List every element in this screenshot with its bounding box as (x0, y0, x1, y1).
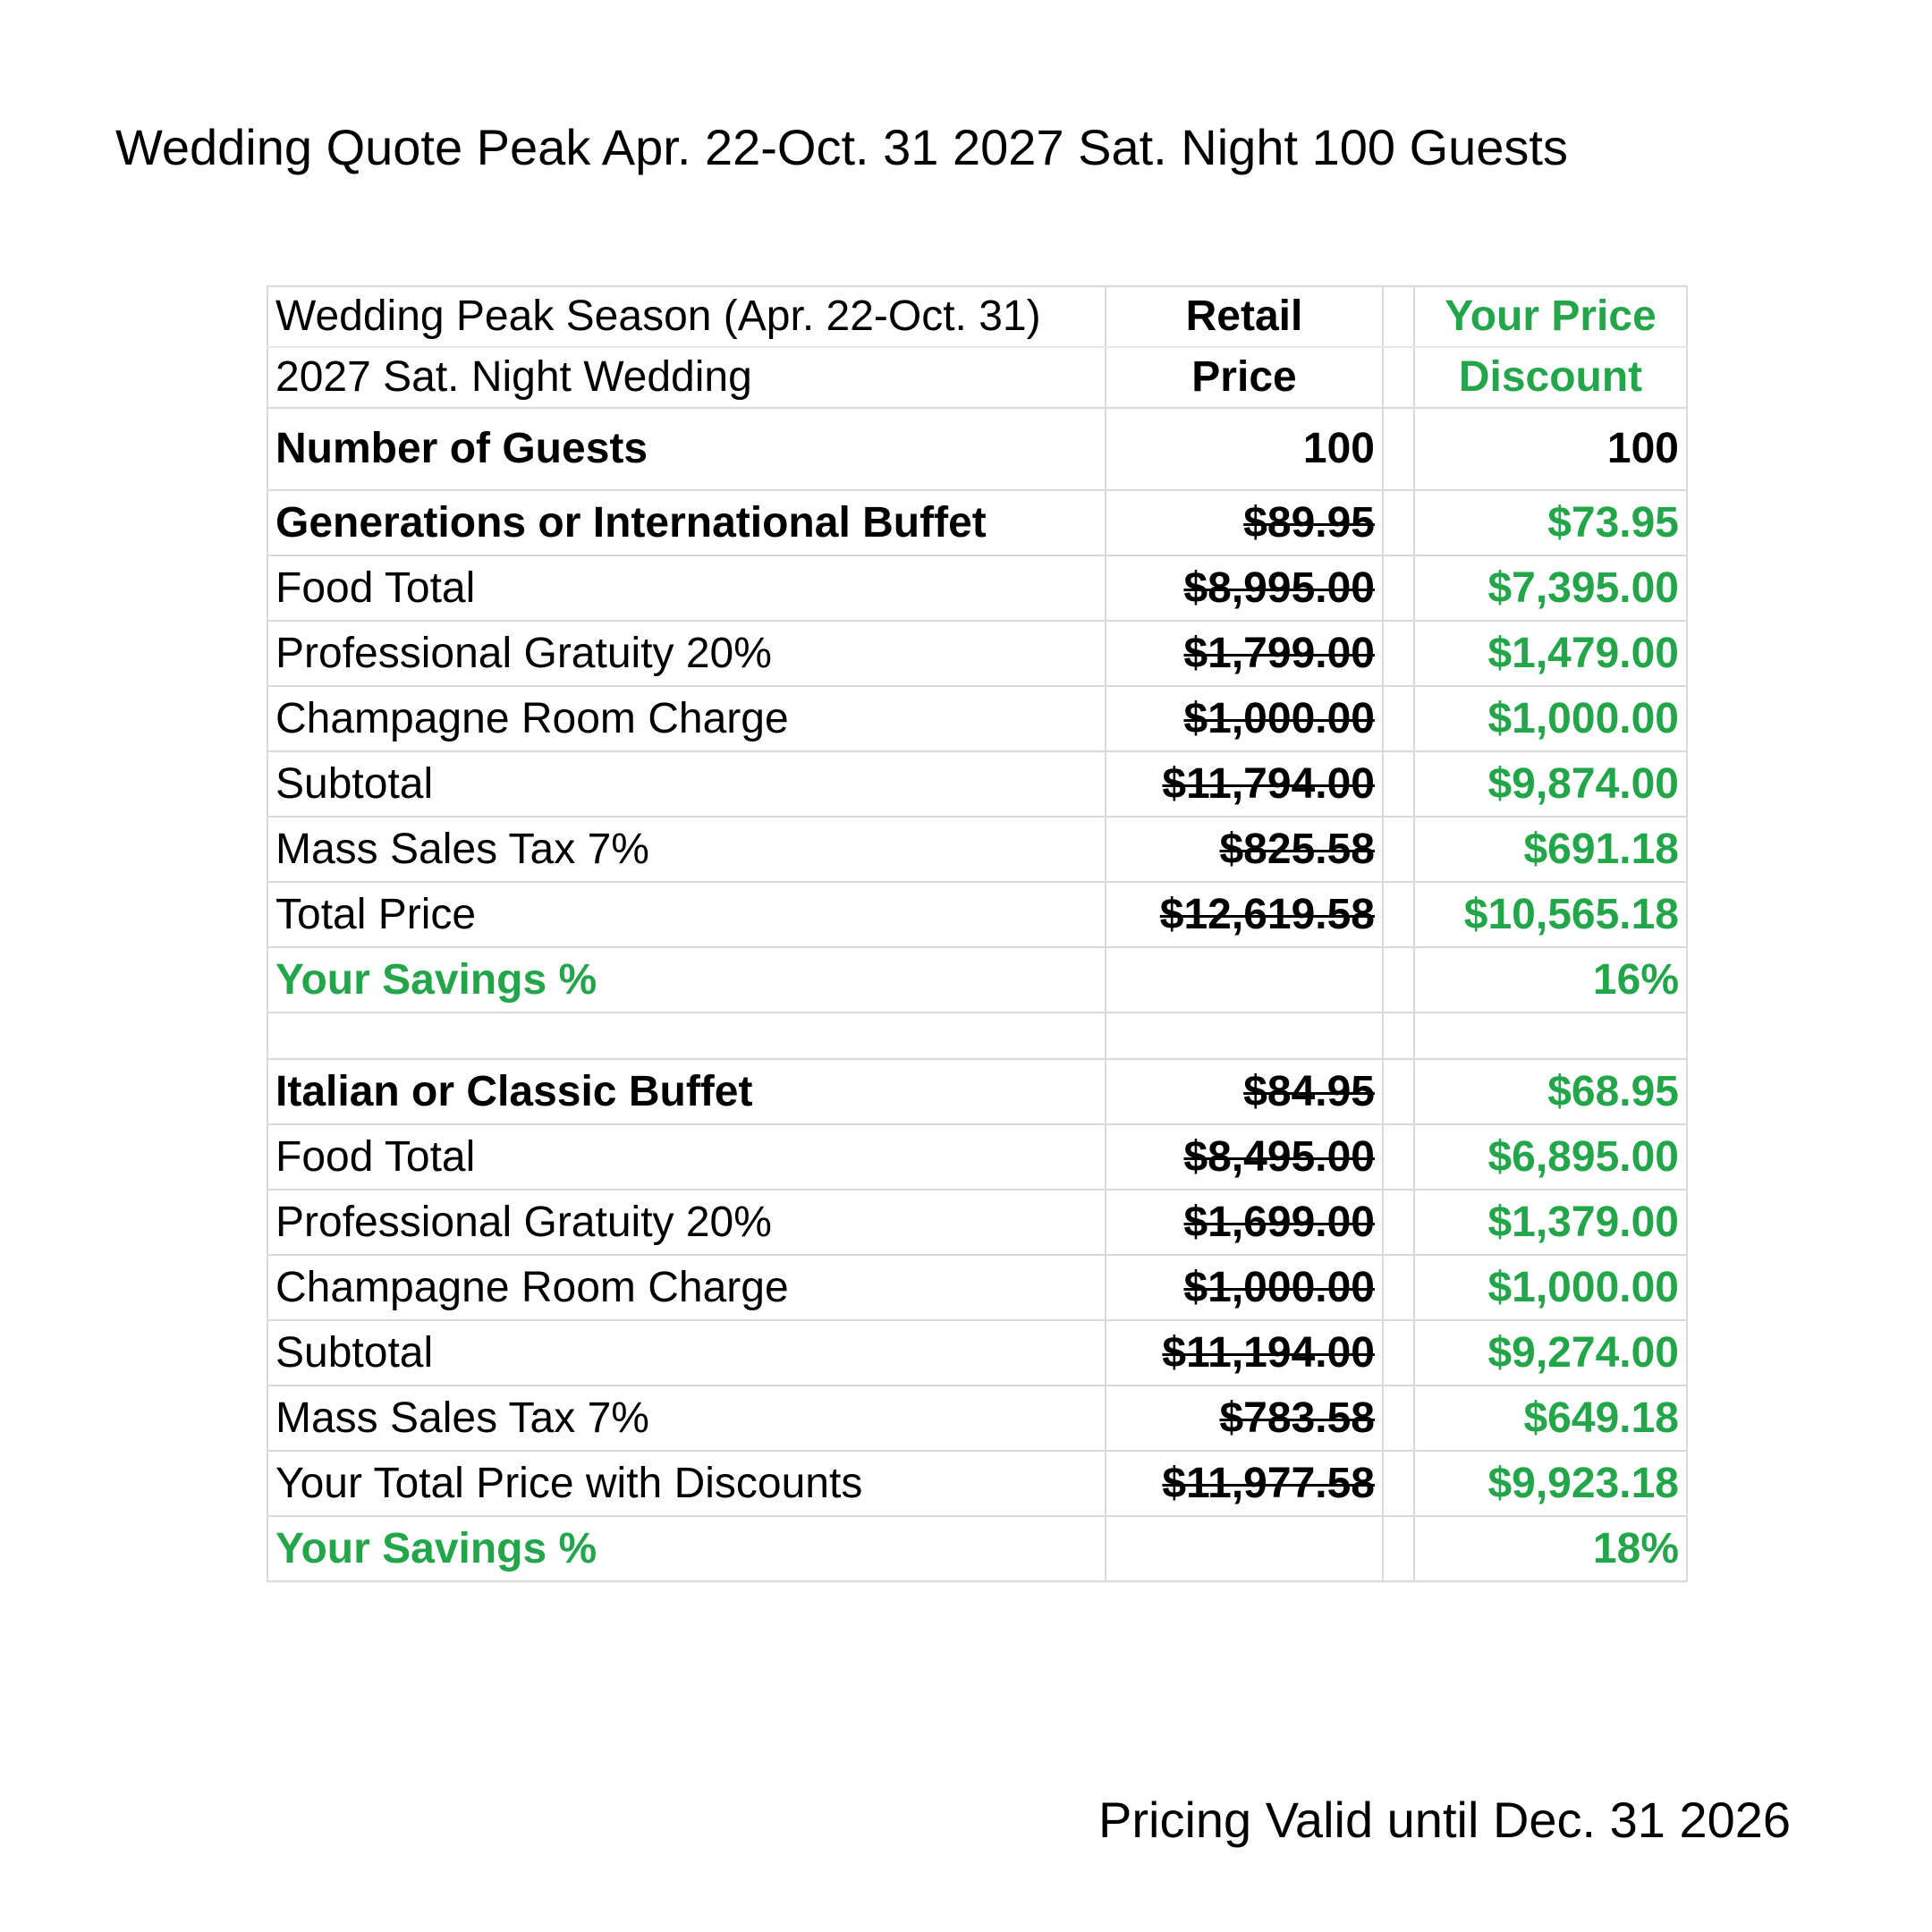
row-label: Champagne Room Charge (267, 686, 1106, 751)
table-row (267, 621, 1687, 686)
row-label: Food Total (267, 555, 1106, 621)
discount-price: $9,874.00 (1414, 751, 1687, 817)
discount-price: $68.95 (1414, 1059, 1687, 1124)
row-label: Total Price (267, 882, 1106, 947)
guests-yours: 100 (1414, 408, 1687, 490)
retail-price: $11,194.00 (1106, 1320, 1383, 1385)
retail-price: $8,995.00 (1106, 555, 1383, 621)
retail-price: $84.95 (1106, 1059, 1383, 1124)
table-row (267, 1385, 1687, 1451)
gap-cell (1383, 1320, 1414, 1385)
table-row (267, 1059, 1687, 1124)
gap-cell (1383, 1124, 1414, 1190)
discount-price: $1,000.00 (1414, 686, 1687, 751)
retail-price: $1,000.00 (1106, 1255, 1383, 1320)
header-price-label: Price (1106, 347, 1383, 408)
savings-row (267, 1516, 1687, 1581)
discount-price: $691.18 (1414, 817, 1687, 882)
table-row (267, 1451, 1687, 1516)
retail-price: $1,799.00 (1106, 621, 1383, 686)
retail-price: $89.95 (1106, 490, 1383, 555)
row-label: Food Total (267, 1124, 1106, 1190)
gap-cell (1383, 817, 1414, 882)
table-row (267, 882, 1687, 947)
retail-price: $11,794.00 (1106, 751, 1383, 817)
empty-cell (1106, 1516, 1383, 1581)
page-title: Wedding Quote Peak Apr. 22-Oct. 31 2027 Sat. Night 100 Guests (115, 119, 1568, 175)
savings-label: Your Savings % (267, 1516, 1106, 1581)
row-label: Your Total Price with Discounts (267, 1451, 1106, 1516)
table-row (267, 1320, 1687, 1385)
gap-cell (1383, 751, 1414, 817)
discount-price: $1,379.00 (1414, 1190, 1687, 1255)
discount-price: $9,274.00 (1414, 1320, 1687, 1385)
gap-cell (1383, 1451, 1414, 1516)
discount-price: $10,565.18 (1414, 882, 1687, 947)
table-row (267, 555, 1687, 621)
buffet-label: Generations or International Buffet (267, 490, 1106, 555)
savings-percent: 16% (1414, 947, 1687, 1013)
discount-price: $6,895.00 (1414, 1124, 1687, 1190)
gap-cell (1383, 408, 1414, 490)
savings-row (267, 947, 1687, 1013)
gap-cell (1383, 1385, 1414, 1451)
gap-cell (1383, 286, 1414, 347)
row-label: Professional Gratuity 20% (267, 621, 1106, 686)
savings-label: Your Savings % (267, 947, 1106, 1013)
gap-cell (1383, 621, 1414, 686)
row-label: Subtotal (267, 751, 1106, 817)
gap-cell (1383, 686, 1414, 751)
row-label: Champagne Room Charge (267, 1255, 1106, 1320)
retail-price: $8,495.00 (1106, 1124, 1383, 1190)
row-label: Mass Sales Tax 7% (267, 817, 1106, 882)
discount-price: $1,000.00 (1414, 1255, 1687, 1320)
guests-label: Number of Guests (267, 408, 1106, 490)
gap-cell (1383, 1190, 1414, 1255)
discount-price: $1,479.00 (1414, 621, 1687, 686)
gap-cell (1383, 1255, 1414, 1320)
gap-cell (1383, 490, 1414, 555)
row-label: Mass Sales Tax 7% (267, 1385, 1106, 1451)
spacer-row (267, 1013, 1687, 1059)
gap-cell (1383, 555, 1414, 621)
retail-price: $825.58 (1106, 817, 1383, 882)
discount-price: $649.18 (1414, 1385, 1687, 1451)
empty-cell (267, 1013, 1106, 1059)
table-row (267, 686, 1687, 751)
table-row (267, 1255, 1687, 1320)
gap-cell (1383, 1013, 1414, 1059)
guests-row (267, 408, 1687, 490)
table-row (267, 751, 1687, 817)
row-label: Subtotal (267, 1320, 1106, 1385)
header-wedding-label: 2027 Sat. Night Wedding (267, 347, 1106, 408)
retail-price: $1,000.00 (1106, 686, 1383, 751)
quote-table (267, 285, 1688, 1582)
table-row (267, 1124, 1687, 1190)
empty-cell (1414, 1013, 1687, 1059)
empty-cell (1106, 947, 1383, 1013)
row-label: Professional Gratuity 20% (267, 1190, 1106, 1255)
retail-price: $783.58 (1106, 1385, 1383, 1451)
gap-cell (1383, 1516, 1414, 1581)
table-row (267, 490, 1687, 555)
table-row (267, 1190, 1687, 1255)
table-row (267, 817, 1687, 882)
buffet-label: Italian or Classic Buffet (267, 1059, 1106, 1124)
empty-cell (1106, 1013, 1383, 1059)
retail-price: $11,977.58 (1106, 1451, 1383, 1516)
header-discount-label: Discount (1414, 347, 1687, 408)
gap-cell (1383, 347, 1414, 408)
guests-retail: 100 (1106, 408, 1383, 490)
retail-price: $12,619.58 (1106, 882, 1383, 947)
retail-price: $1,699.00 (1106, 1190, 1383, 1255)
discount-price: $9,923.18 (1414, 1451, 1687, 1516)
header-your-price-label: Your Price (1414, 286, 1687, 347)
header-season-label: Wedding Peak Season (Apr. 22-Oct. 31) (267, 286, 1106, 347)
discount-price: $73.95 (1414, 490, 1687, 555)
gap-cell (1383, 1059, 1414, 1124)
header-retail-label: Retail (1106, 286, 1383, 347)
table-header-row (267, 286, 1687, 347)
savings-percent: 18% (1414, 1516, 1687, 1581)
pricing-validity-note: Pricing Valid until Dec. 31 2026 (1098, 1792, 1792, 1848)
discount-price: $7,395.00 (1414, 555, 1687, 621)
gap-cell (1383, 882, 1414, 947)
table-header-row (267, 347, 1687, 408)
gap-cell (1383, 947, 1414, 1013)
